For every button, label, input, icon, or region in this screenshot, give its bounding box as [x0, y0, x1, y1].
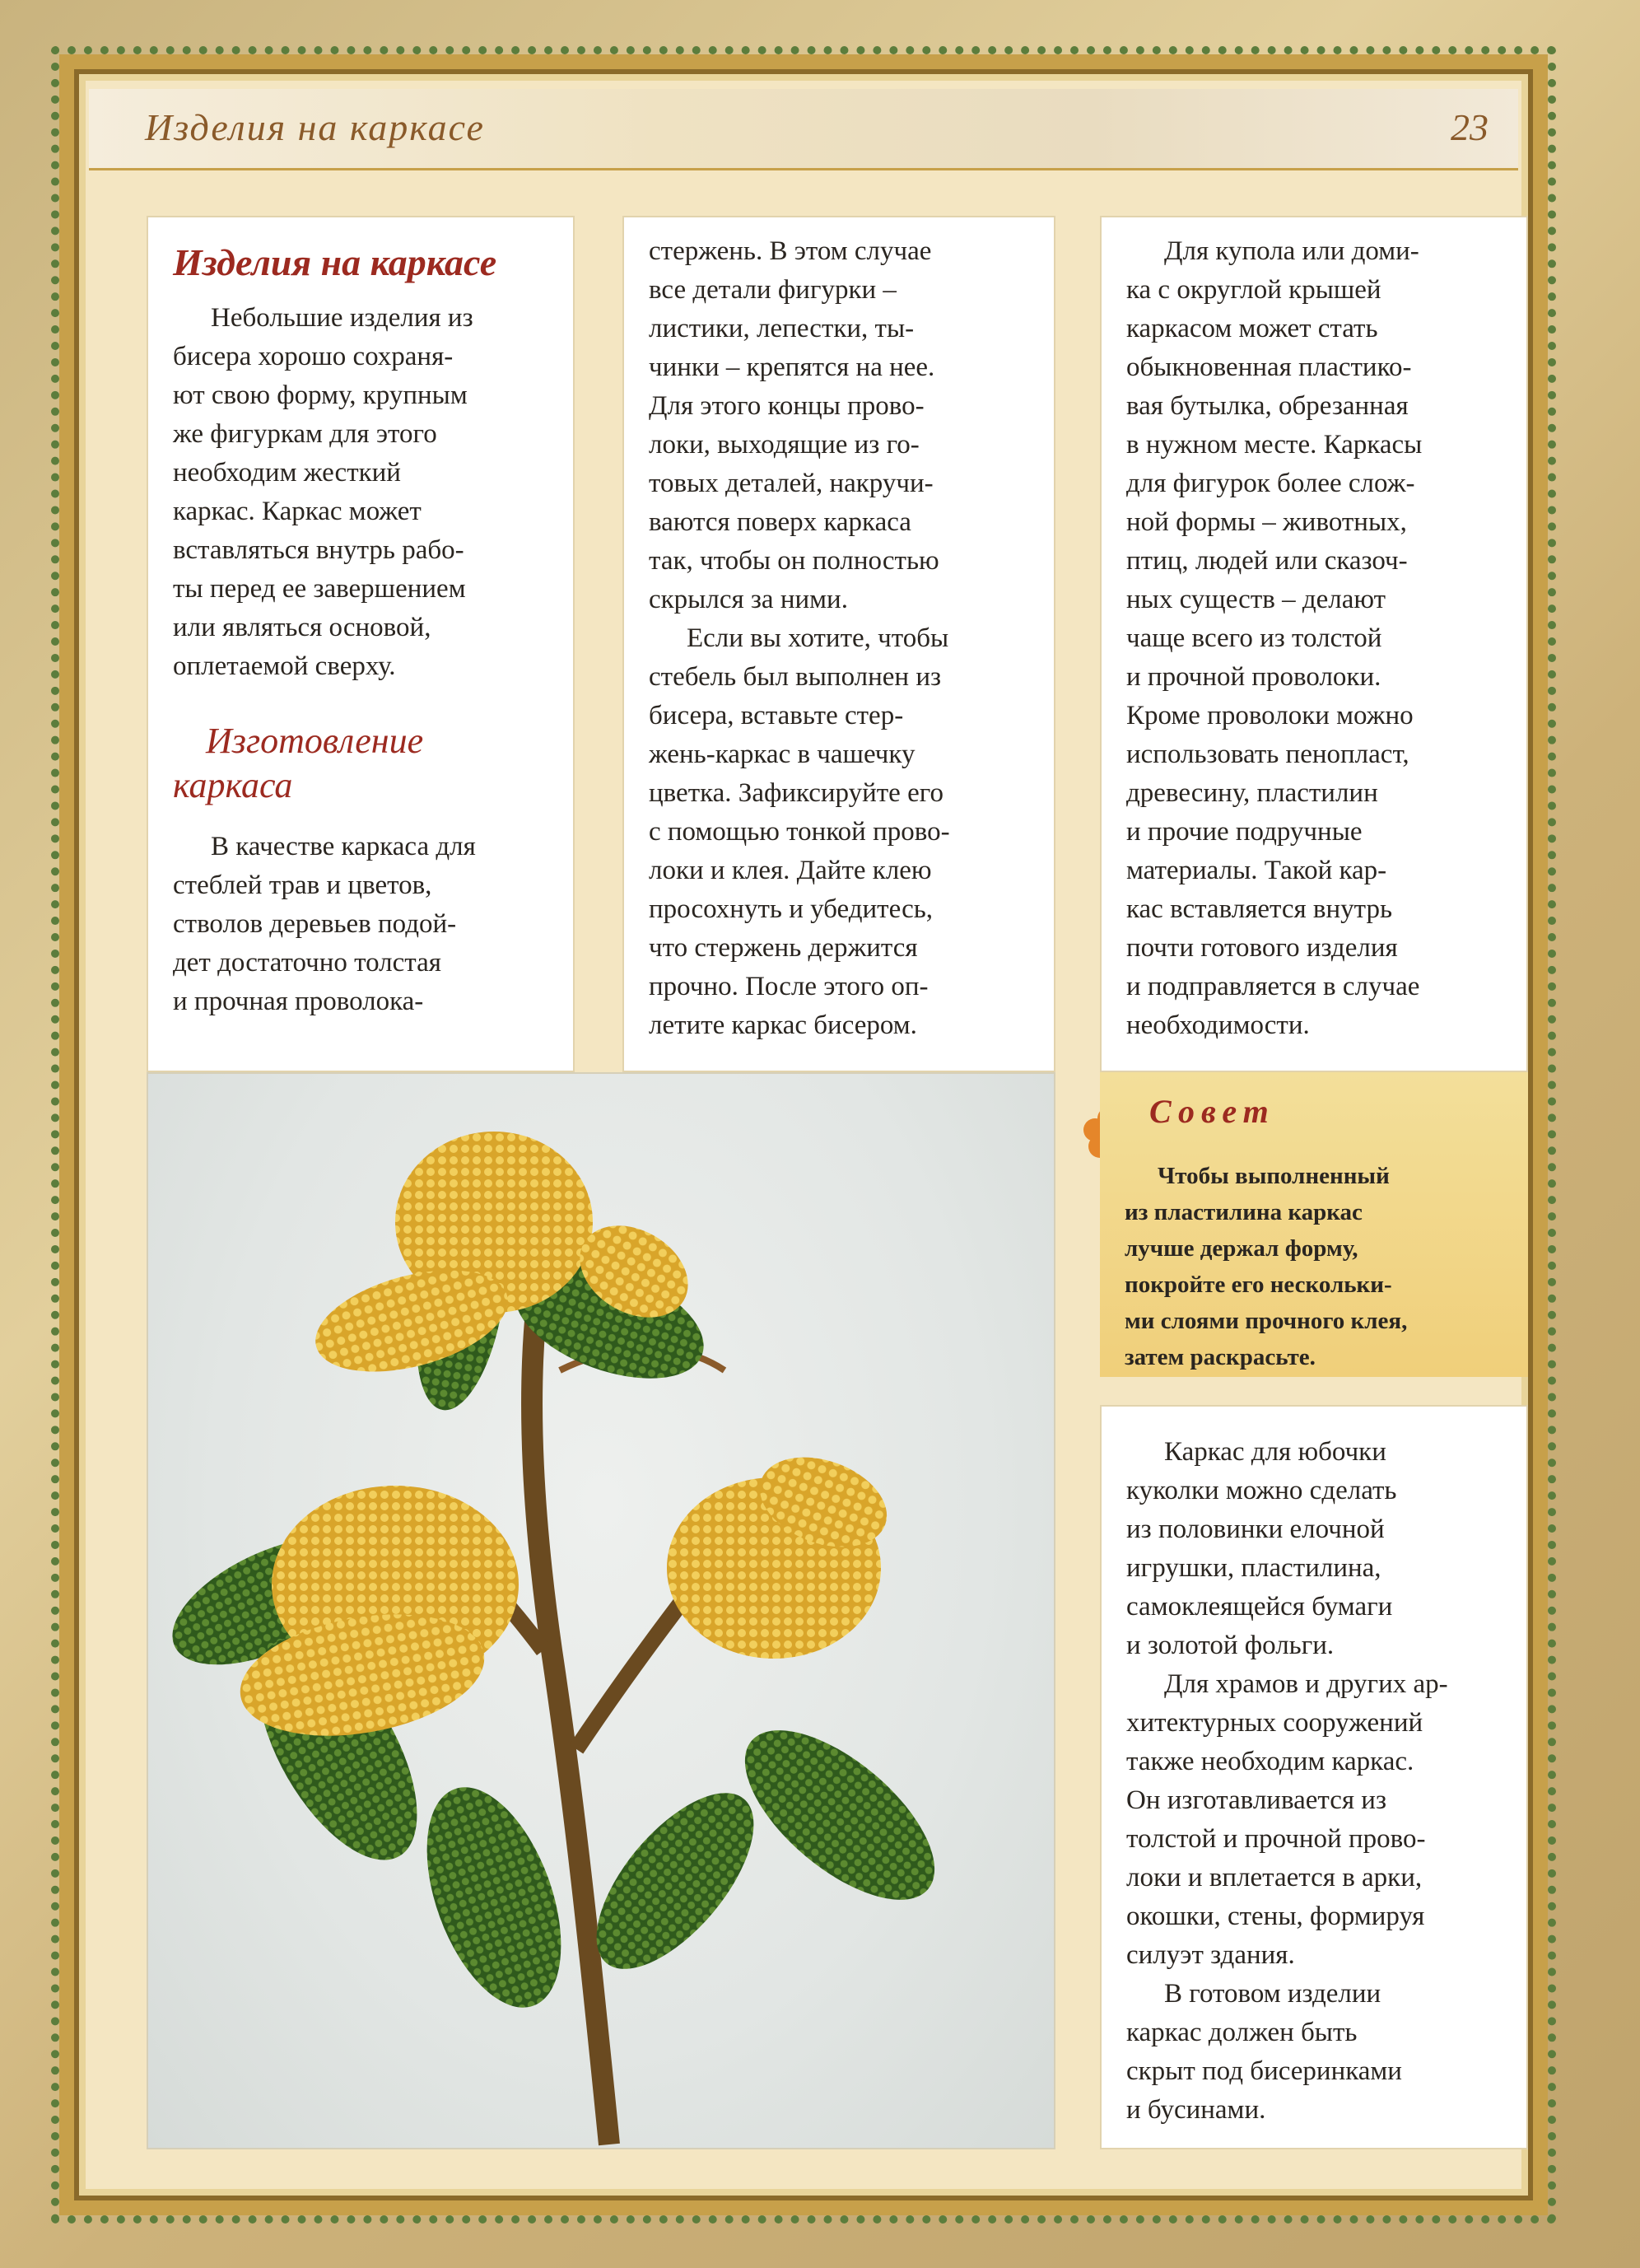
- text-line: в нужном месте. Каркасы: [1126, 430, 1423, 460]
- text-line: почти готового изделия: [1126, 933, 1398, 963]
- text-line: прочно. После этого оп-: [649, 972, 929, 1001]
- text-line: для фигурок более слож-: [1126, 469, 1415, 498]
- col1-paragraph-1: [173, 299, 552, 686]
- text-line: каркасом может стать: [1126, 314, 1378, 343]
- text-line: ной формы – животных,: [1126, 507, 1407, 537]
- text-line: Небольшие изделия из: [211, 303, 473, 333]
- beaded-flowers-image: [148, 1074, 1055, 2149]
- text-line: и подправляется в случае: [1126, 972, 1420, 1001]
- text-line: бисера хорошо сохраня-: [173, 342, 454, 371]
- text-line: чаще всего из толстой: [1126, 623, 1382, 653]
- text-line: дет достаточно толстая: [173, 948, 441, 978]
- text-line: стержень. В этом случае: [649, 236, 932, 266]
- column-2: [622, 216, 1055, 1072]
- text-line: ных существ – делают: [1126, 585, 1386, 614]
- text-line: бисера, вставьте стер-: [649, 701, 904, 730]
- text-line: необходим жесткий: [173, 458, 401, 488]
- text-line: или являться основой,: [173, 613, 431, 642]
- tip-line: лучше держал форму,: [1125, 1235, 1358, 1262]
- text-line: силуэт здания.: [1126, 1940, 1295, 1970]
- text-line: так, чтобы он полностью: [649, 546, 939, 576]
- col4-paragraph-1: [1126, 1433, 1508, 1665]
- text-line: также необходим каркас.: [1126, 1747, 1414, 1776]
- text-line: же фигуркам для этого: [173, 419, 437, 449]
- text-line: локи, выходящие из го-: [649, 430, 920, 460]
- text-line: вая бутылка, обрезанная: [1126, 391, 1409, 421]
- text-line: вставляться внутрь рабо-: [173, 535, 464, 565]
- text-line: Для купола или доми-: [1164, 236, 1419, 266]
- text-line: скрылся за ними.: [649, 585, 848, 614]
- page-number: 23: [1451, 106, 1489, 148]
- text-line: самоклеящейся бумаги: [1126, 1592, 1393, 1622]
- tip-line: ми слоями прочного клея,: [1125, 1308, 1408, 1334]
- col4-paragraph-2: [1126, 1665, 1508, 1975]
- text-line: Он изготавливается из: [1126, 1785, 1386, 1815]
- col1-paragraph-2: [173, 828, 552, 1021]
- text-line: стеблей трав и цветов,: [173, 870, 432, 900]
- tip-body: [1125, 1158, 1512, 1375]
- text-line: скрыт под бисеринками: [1126, 2056, 1402, 2086]
- text-line: и бусинами.: [1126, 2095, 1266, 2125]
- tip-line: покройте его нескольки-: [1125, 1272, 1392, 1298]
- text-line: толстой и прочной прово-: [1126, 1824, 1426, 1854]
- text-line: кас вставляется внутрь: [1126, 894, 1393, 924]
- column-4: [1100, 1405, 1528, 2149]
- text-line: с помощью тонкой прово-: [649, 817, 950, 847]
- text-line: стволов деревьев подой-: [173, 909, 457, 939]
- text-line: из половинки елочной: [1126, 1514, 1385, 1544]
- text-line: цветка. Зафиксируйте его: [649, 778, 943, 808]
- page-header: [89, 89, 1518, 170]
- text-line: Если вы хотите, чтобы: [687, 623, 949, 653]
- text-line: использовать пенопласт,: [1126, 740, 1409, 769]
- text-line: просохнуть и убедитесь,: [649, 894, 934, 924]
- text-line: ваются поверх каркаса: [649, 507, 911, 537]
- text-line: Кроме проволоки можно: [1126, 701, 1414, 730]
- text-line: В качестве каркаса для: [211, 832, 476, 861]
- text-line: ты перед ее завершением: [173, 574, 466, 604]
- text-line: летите каркас бисером.: [649, 1010, 917, 1040]
- text-line: древесину, пластилин: [1126, 778, 1378, 808]
- text-line: Каркас для юбочки: [1164, 1437, 1386, 1467]
- text-line: игрушки, пластилина,: [1126, 1553, 1381, 1583]
- text-line: необходимости.: [1126, 1010, 1310, 1040]
- text-line: листики, лепестки, ты-: [649, 314, 915, 343]
- tip-title: Совет: [1149, 1093, 1275, 1130]
- text-line: птиц, людей или сказоч-: [1126, 546, 1408, 576]
- subsection-heading: [173, 719, 552, 808]
- subheading-line-2: каркаса: [173, 765, 293, 805]
- text-line: хитектурных сооружений: [1126, 1708, 1423, 1738]
- tip-box: [1100, 1072, 1528, 1377]
- text-line: и прочная проволока-: [173, 987, 424, 1016]
- text-line: материалы. Такой кар-: [1126, 856, 1387, 885]
- text-line: локи и вплетается в арки,: [1126, 1863, 1423, 1892]
- text-line: В готовом изделии: [1164, 1979, 1381, 2009]
- col2-paragraph-2: [649, 619, 1034, 1045]
- text-line: чинки – крепятся на нее.: [649, 352, 935, 382]
- text-line: каркас. Каркас может: [173, 497, 422, 526]
- tip-line: затем раскрасьте.: [1125, 1344, 1316, 1370]
- text-line: оплетаемой сверху.: [173, 651, 396, 681]
- text-line: ют свою форму, крупным: [173, 380, 468, 410]
- flower-photo: [147, 1072, 1055, 2149]
- section-heading: Изделия на каркасе: [173, 241, 497, 283]
- column-3: [1100, 216, 1528, 1072]
- text-line: Для этого концы прово-: [649, 391, 925, 421]
- subheading-line-1: Изготовление: [206, 721, 424, 761]
- col3-paragraph-1: [1126, 232, 1508, 1045]
- running-title: Изделия на каркасе: [145, 106, 485, 148]
- text-line: и золотой фольги.: [1126, 1631, 1335, 1660]
- tip-line: Чтобы выполненный: [1158, 1163, 1390, 1189]
- column-1: [147, 216, 575, 1072]
- text-line: и прочной проволоки.: [1126, 662, 1381, 692]
- text-line: окошки, стены, формируя: [1126, 1902, 1425, 1931]
- text-line: обыкновенная пластико-: [1126, 352, 1412, 382]
- text-line: что стержень держится: [649, 933, 918, 963]
- text-line: каркас должен быть: [1126, 2018, 1358, 2047]
- col4-paragraph-3: [1126, 1975, 1508, 2130]
- text-line: все детали фигурки –: [649, 275, 897, 305]
- col2-paragraph-1: [649, 232, 1034, 619]
- tip-line: из пластилина каркас: [1125, 1199, 1363, 1225]
- text-line: и прочие подручные: [1126, 817, 1363, 847]
- text-line: Для храмов и других ар-: [1164, 1669, 1448, 1699]
- text-line: жень-каркас в чашечку: [649, 740, 916, 769]
- text-line: куколки можно сделать: [1126, 1476, 1397, 1505]
- text-line: стебель был выполнен из: [649, 662, 942, 692]
- text-line: товых деталей, накручи-: [649, 469, 934, 498]
- text-line: локи и клея. Дайте клею: [649, 856, 932, 885]
- text-line: ка с округлой крышей: [1126, 275, 1381, 305]
